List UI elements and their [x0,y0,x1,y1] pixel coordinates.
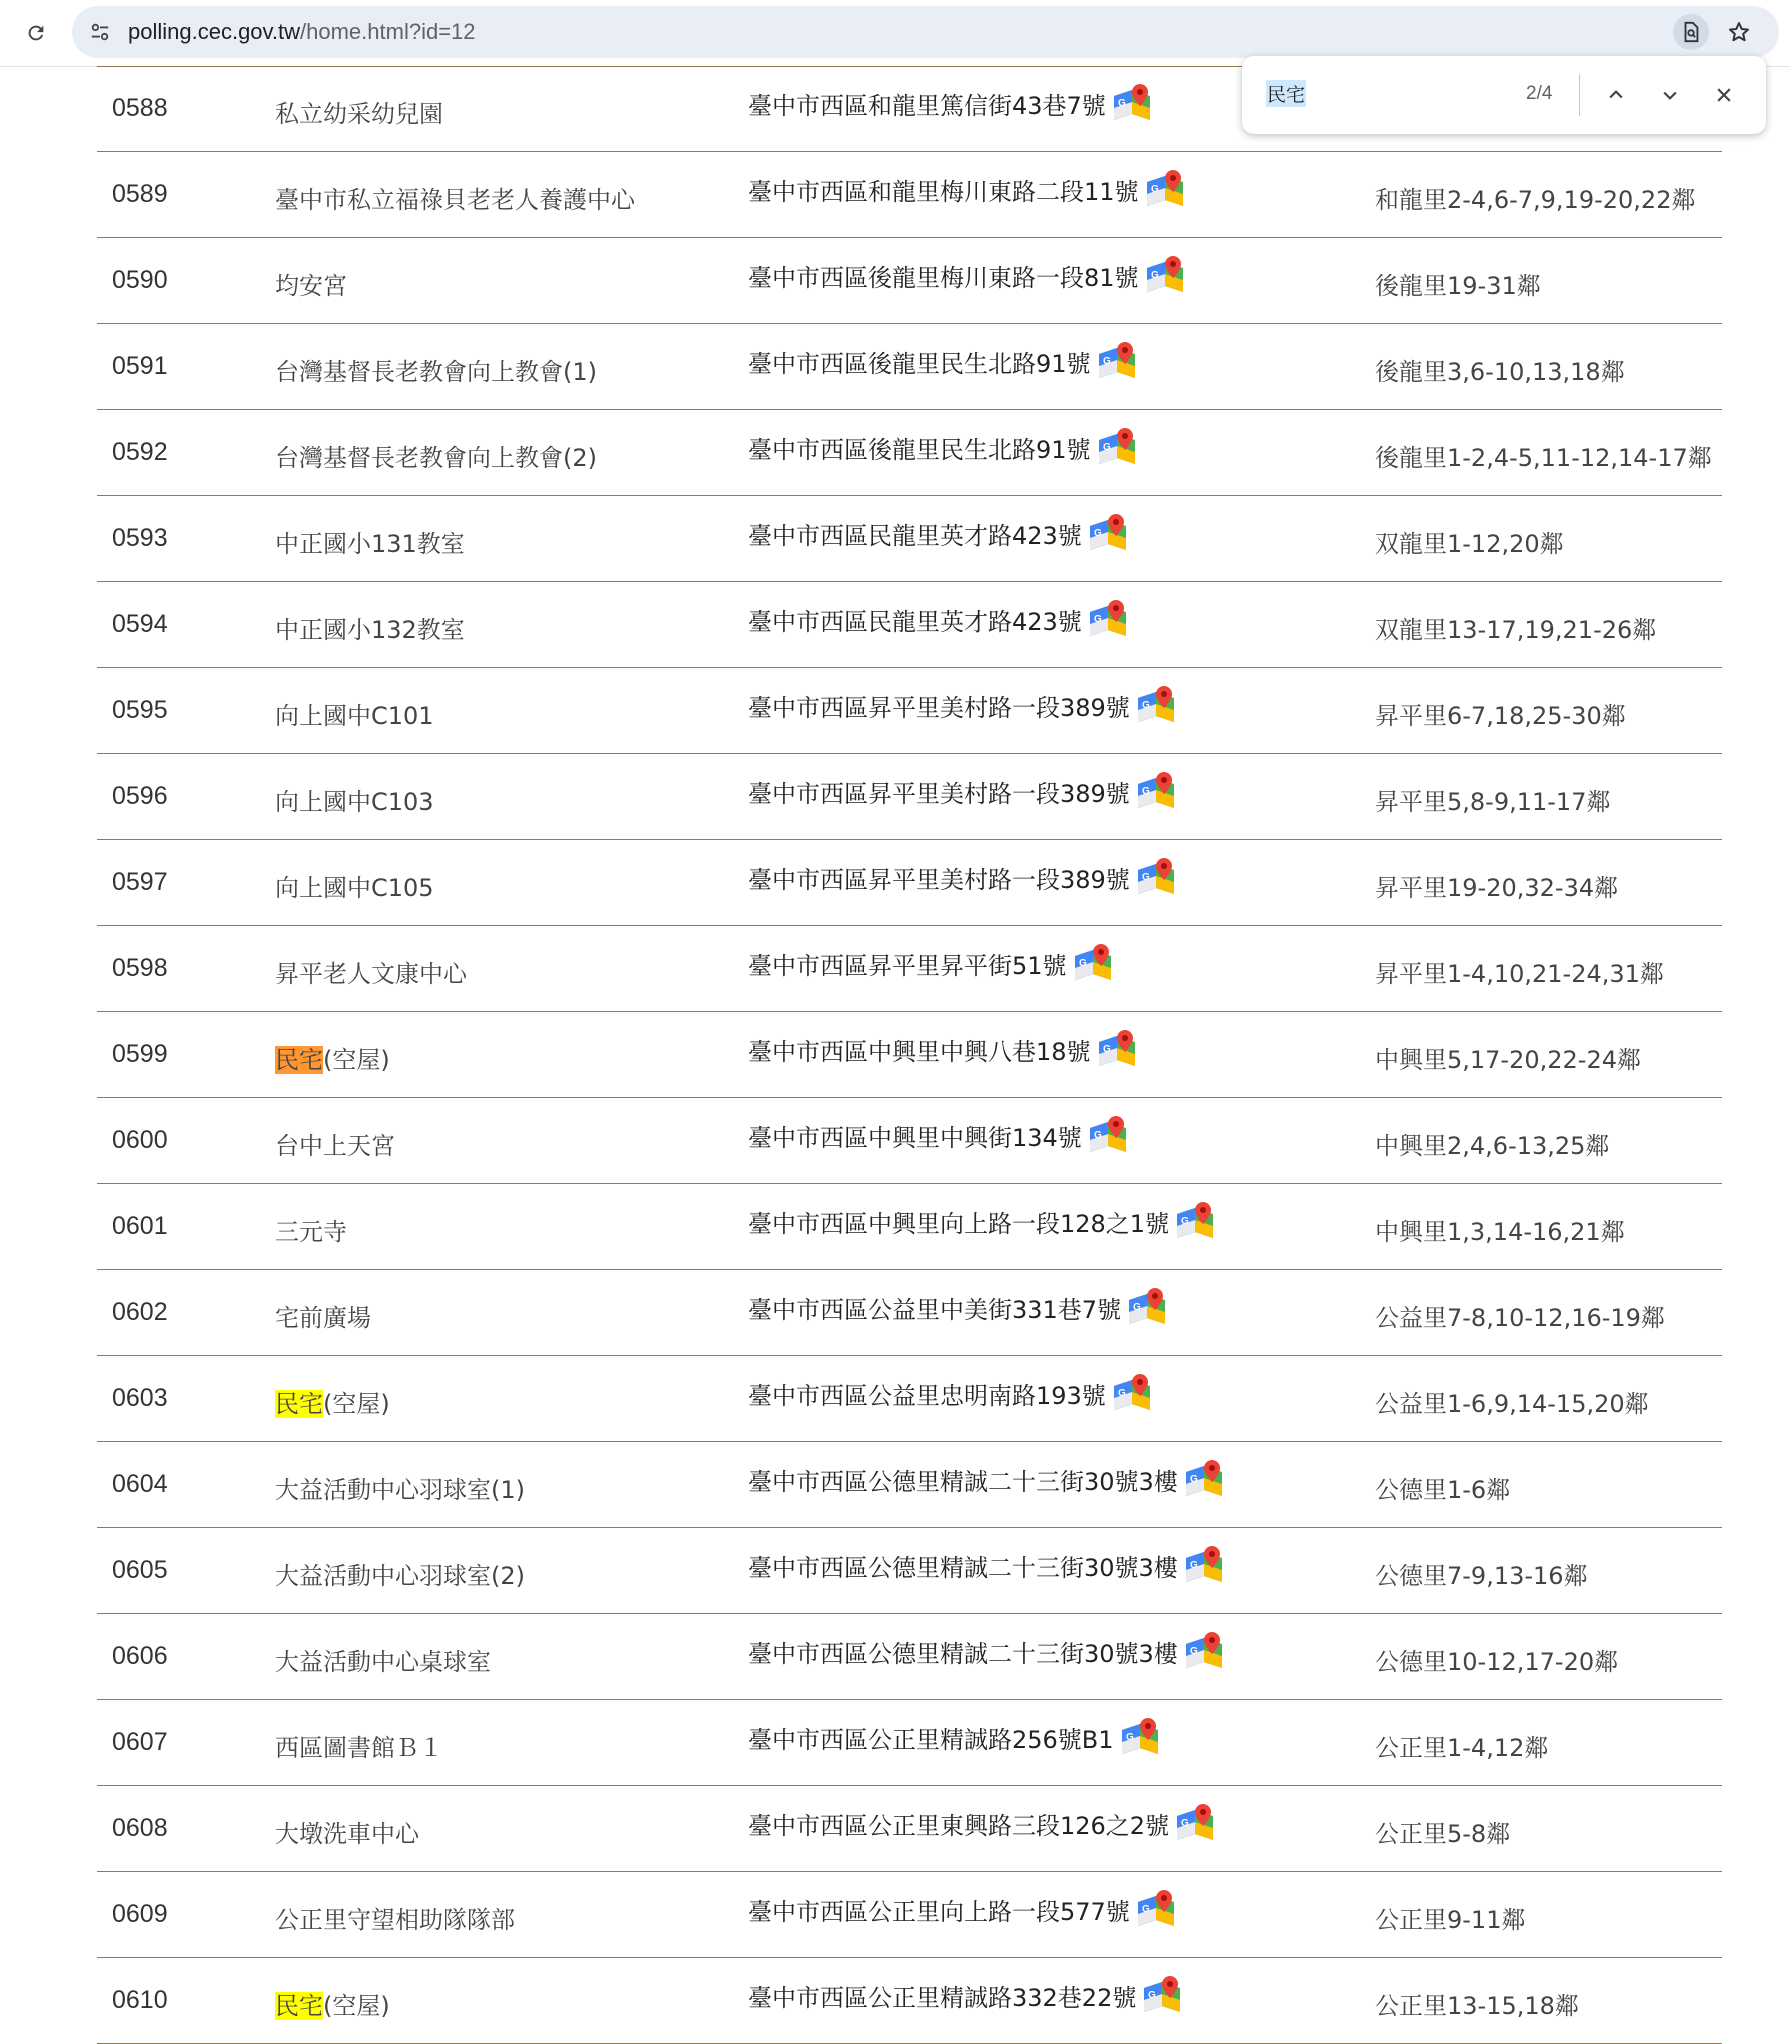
station-name-text: 向上國中C103 [275,788,434,816]
station-number: 0602 [112,1298,168,1326]
table-row [97,582,1722,668]
google-maps-icon[interactable] [1145,168,1185,208]
find-in-page-bar [1242,56,1766,134]
address-text: 臺中市西區後龍里梅川東路一段81號 [748,264,1139,292]
station-address [748,172,1185,208]
tune-icon [89,21,111,43]
table-row [97,1528,1722,1614]
station-name [275,1298,371,1333]
station-name-text: 台灣基督長老教會向上教會(1) [275,358,597,386]
find-highlight: 民宅 [275,1390,323,1418]
svg-text:G: G [1102,442,1111,453]
station-area: 中興里1,3,14-16,21鄰 [1375,1218,1625,1246]
station-name-text: 昇平老人文康中心 [275,960,467,988]
station-name-text: 大益活動中心桌球室 [275,1648,491,1676]
station-name [275,610,465,645]
station-name-text: 中正國小131教室 [275,530,465,558]
station-name-text: 私立幼采幼兒園 [275,100,443,128]
table-row [97,926,1722,1012]
station-number: 0590 [112,266,168,294]
station-address [748,1548,1224,1584]
station-name-text: 宅前廣場 [275,1304,371,1332]
station-area: 双龍里13-17,19,21-26鄰 [1375,616,1657,644]
station-area: 公正里13-15,18鄰 [1375,1992,1579,2020]
reload-icon [25,22,47,44]
station-address [748,1806,1215,1842]
station-name-text: 向上國中C101 [275,702,434,730]
station-number: 0593 [112,524,168,552]
table-row [97,324,1722,410]
reload-button[interactable] [16,13,56,53]
station-area: 昇平里5,8-9,11-17鄰 [1375,788,1611,816]
page-search-icon [1680,21,1702,43]
station-number: 0598 [112,954,168,982]
address-text: 臺中市西區公益里忠明南路193號 [748,1382,1106,1410]
table-row [97,410,1722,496]
find-next-button[interactable] [1652,77,1688,113]
svg-text:G: G [1181,1216,1189,1227]
station-number: 0608 [112,1814,168,1842]
station-name [275,1212,347,1247]
station-name-text: 三元寺 [275,1218,347,1246]
station-area: 後龍里1-2,4-5,11-12,14-17鄰 [1375,444,1712,472]
google-maps-icon[interactable] [1184,1630,1224,1670]
address-text: 臺中市西區公益里中美街331巷7號 [748,1296,1122,1324]
bookmark-button[interactable] [1721,14,1757,50]
station-area: 後龍里19-31鄰 [1375,272,1541,300]
station-name [275,1642,491,1677]
google-maps-icon[interactable] [1097,1028,1137,1068]
google-maps-icon[interactable] [1088,1114,1128,1154]
station-number: 0599 [112,1040,168,1068]
google-maps-icon[interactable] [1136,770,1176,810]
station-area: 公德里10-12,17-20鄰 [1375,1648,1619,1676]
table-row [97,1270,1722,1356]
station-address [748,1462,1224,1498]
google-maps-icon[interactable] [1136,1888,1176,1928]
station-address [748,86,1152,122]
address-text: 臺中市西區昇平里美村路一段389號 [748,780,1130,808]
find-highlight: 民宅 [275,1992,323,2020]
site-info-button[interactable] [82,14,118,50]
table-row [97,754,1722,840]
polling-station-table [97,66,1722,2044]
table-row [97,1614,1722,1700]
station-number: 0606 [112,1642,168,1670]
station-name [275,180,635,215]
svg-text:G: G [1181,1818,1189,1829]
url-text[interactable] [128,19,476,45]
station-area: 中興里2,4,6-13,25鄰 [1375,1132,1610,1160]
station-area: 公德里1-6鄰 [1375,1476,1511,1504]
table-row [97,668,1722,754]
station-area: 双龍里1-12,20鄰 [1375,530,1564,558]
station-name-text: 大墩洗車中心 [275,1820,419,1848]
station-number: 0592 [112,438,168,466]
station-address [748,1204,1215,1240]
station-address [748,946,1113,982]
google-maps-icon[interactable] [1142,1974,1182,2014]
svg-text:G: G [1141,786,1150,797]
station-address [748,258,1185,294]
station-name-text: 向上國中C105 [275,874,434,902]
station-name [275,1556,525,1591]
table-row [97,1442,1722,1528]
google-maps-icon[interactable] [1184,1458,1224,1498]
station-name [275,1728,443,1763]
station-number: 0589 [112,180,168,208]
station-name [275,1470,525,1505]
station-address [748,1032,1137,1068]
svg-text:G: G [1189,1646,1198,1657]
google-maps-icon[interactable] [1136,684,1176,724]
address-text: 臺中市西區公德里精誠二十三街30號3樓 [748,1468,1178,1496]
table-row [97,1700,1722,1786]
station-name [275,266,347,301]
svg-text:G: G [1093,614,1102,625]
address-text: 臺中市西區昇平里昇平街51號 [748,952,1067,980]
station-number: 0605 [112,1556,168,1584]
station-address [748,1634,1224,1670]
station-name-text: 大益活動中心羽球室(1) [275,1476,525,1504]
address-text: 臺中市西區公正里精誠路332巷22號 [748,1984,1137,2012]
close-icon [1714,85,1734,105]
address-text: 臺中市西區和龍里梅川東路二段11號 [748,178,1139,206]
station-address [748,1892,1176,1928]
station-area: 昇平里1-4,10,21-24,31鄰 [1375,960,1664,988]
station-area: 公正里1-4,12鄰 [1375,1734,1549,1762]
station-address [748,430,1137,466]
address-text: 臺中市西區後龍里民生北路91號 [748,436,1091,464]
address-text: 臺中市西區中興里向上路一段128之1號 [748,1210,1170,1238]
google-maps-icon[interactable] [1097,426,1137,466]
svg-text:G: G [1093,528,1102,539]
svg-text:G: G [1102,1044,1111,1055]
url-host: polling.cec.gov.tw [128,19,301,44]
chevron-down-icon [1660,85,1680,105]
station-number: 0601 [112,1212,168,1240]
google-maps-icon[interactable] [1120,1716,1160,1756]
address-bar[interactable] [72,6,1779,58]
station-area: 後龍里3,6-10,13,18鄰 [1375,358,1625,386]
svg-text:G: G [1189,1560,1198,1571]
address-text: 臺中市西區公德里精誠二十三街30號3樓 [748,1640,1178,1668]
table-row [97,238,1722,324]
svg-text:G: G [1125,1732,1134,1743]
find-highlight: 民宅 [275,1046,323,1074]
station-name-text: 西區圖書館Ｂ１ [275,1734,443,1762]
station-address [748,602,1128,638]
station-area: 中興里5,17-20,22-24鄰 [1375,1046,1642,1074]
station-name [275,1986,390,2021]
address-text: 臺中市西區昇平里美村路一段389號 [748,866,1130,894]
google-maps-icon[interactable] [1184,1544,1224,1584]
station-name-suffix: (空屋) [323,1992,390,2020]
station-name-text: 公正里守望相助隊隊部 [275,1906,515,1934]
table-row [97,1012,1722,1098]
table-row [97,1872,1722,1958]
station-name [275,868,434,903]
station-number: 0594 [112,610,168,638]
find-input[interactable]: 民宅 [1266,80,1306,107]
address-text: 臺中市西區公正里東興路三段126之2號 [748,1812,1170,1840]
station-number: 0588 [112,94,168,122]
station-name [275,782,434,817]
address-text: 臺中市西區公正里精誠路256號B1 [748,1726,1114,1754]
svg-text:G: G [1117,1388,1126,1399]
station-area: 公正里5-8鄰 [1375,1820,1511,1848]
station-name [275,524,465,559]
station-area: 昇平里19-20,32-34鄰 [1375,874,1619,902]
station-address [748,1118,1128,1154]
address-text: 臺中市西區中興里中興街134號 [748,1124,1082,1152]
address-text: 臺中市西區公正里向上路一段577號 [748,1898,1130,1926]
station-address [748,1720,1160,1756]
station-number: 0600 [112,1126,168,1154]
svg-text:G: G [1189,1474,1198,1485]
station-address [748,1978,1182,2014]
station-name [275,696,434,731]
station-name [275,1900,515,1935]
table-row [97,496,1722,582]
station-name [275,1384,390,1419]
station-area: 昇平里6-7,18,25-30鄰 [1375,702,1626,730]
station-name-text: 臺中市私立福祿貝老老人養護中心 [275,186,635,214]
station-name-text: 台灣基督長老教會向上教會(2) [275,444,597,472]
svg-text:G: G [1141,700,1150,711]
station-number: 0609 [112,1900,168,1928]
address-text: 臺中市西區和龍里篤信街43巷7號 [748,92,1106,120]
station-area: 公益里1-6,9,14-15,20鄰 [1375,1390,1649,1418]
table-row [97,152,1722,238]
find-match-count: 2/4 [1526,83,1553,104]
table-row [97,1184,1722,1270]
station-address [748,688,1176,724]
google-maps-icon[interactable] [1088,512,1128,552]
table-row [97,1958,1722,2044]
google-maps-icon[interactable] [1127,1286,1167,1326]
station-address [748,774,1176,810]
station-name-suffix: (空屋) [323,1046,390,1074]
svg-text:G: G [1102,356,1111,367]
svg-text:G: G [1150,270,1159,281]
station-address [748,1376,1152,1412]
station-address [748,516,1128,552]
svg-text:G: G [1141,1904,1150,1915]
chevron-up-icon [1606,85,1626,105]
table-row [97,1356,1722,1442]
station-name-text: 中正國小132教室 [275,616,465,644]
address-text: 臺中市西區民龍里英才路423號 [748,522,1082,550]
google-maps-icon[interactable] [1175,1802,1215,1842]
table-row [97,840,1722,926]
station-area: 和龍里2-4,6-7,9,19-20,22鄰 [1375,186,1696,214]
address-text: 臺中市西區公德里精誠二十三街30號3樓 [748,1554,1178,1582]
station-address [748,1290,1167,1326]
station-address [748,344,1137,380]
find-close-button[interactable] [1706,77,1742,113]
address-text: 臺中市西區昇平里美村路一段389號 [748,694,1130,722]
svg-text:G: G [1133,1302,1141,1313]
svg-text:G: G [1093,1130,1102,1141]
svg-text:G: G [1078,958,1087,969]
station-name [275,94,443,129]
station-name [275,1126,395,1161]
station-name [275,352,597,387]
station-number: 0597 [112,868,168,896]
station-number: 0591 [112,352,168,380]
station-area: 公益里7-8,10-12,16-19鄰 [1375,1304,1665,1332]
address-text: 臺中市西區後龍里民生北路91號 [748,350,1091,378]
station-name [275,1814,419,1849]
page-search-button[interactable] [1673,14,1709,50]
url-path: /home.html?id=12 [300,19,476,44]
svg-text:G: G [1150,184,1159,195]
station-name [275,1040,390,1075]
station-area: 公正里9-11鄰 [1375,1906,1526,1934]
google-maps-icon[interactable] [1112,1372,1152,1412]
station-name-text: 台中上天宮 [275,1132,395,1160]
station-name-text: 均安宮 [275,272,347,300]
station-number: 0604 [112,1470,168,1498]
google-maps-icon[interactable] [1112,82,1152,122]
station-name [275,438,597,473]
google-maps-icon[interactable] [1145,254,1185,294]
station-number: 0596 [112,782,168,810]
station-name [275,954,467,989]
table-row [97,1786,1722,1872]
find-divider [1579,74,1580,116]
svg-text:G: G [1117,98,1126,109]
station-name-suffix: (空屋) [323,1390,390,1418]
station-address [748,860,1176,896]
address-text: 臺中市西區民龍里英才路423號 [748,608,1082,636]
table-row [97,1098,1722,1184]
station-area: 公德里7-9,13-16鄰 [1375,1562,1588,1590]
address-text: 臺中市西區中興里中興八巷18號 [748,1038,1091,1066]
station-number: 0603 [112,1384,168,1412]
google-maps-icon[interactable] [1175,1200,1215,1240]
google-maps-icon[interactable] [1088,598,1128,638]
svg-text:G: G [1148,1990,1157,2001]
find-previous-button[interactable] [1598,77,1634,113]
google-maps-icon[interactable] [1136,856,1176,896]
station-number: 0610 [112,1986,168,2014]
station-number: 0607 [112,1728,168,1756]
station-name-text: 大益活動中心羽球室(2) [275,1562,525,1590]
star-icon [1727,20,1751,44]
station-number: 0595 [112,696,168,724]
google-maps-icon[interactable] [1073,942,1113,982]
google-maps-icon[interactable] [1097,340,1137,380]
svg-text:G: G [1141,872,1150,883]
